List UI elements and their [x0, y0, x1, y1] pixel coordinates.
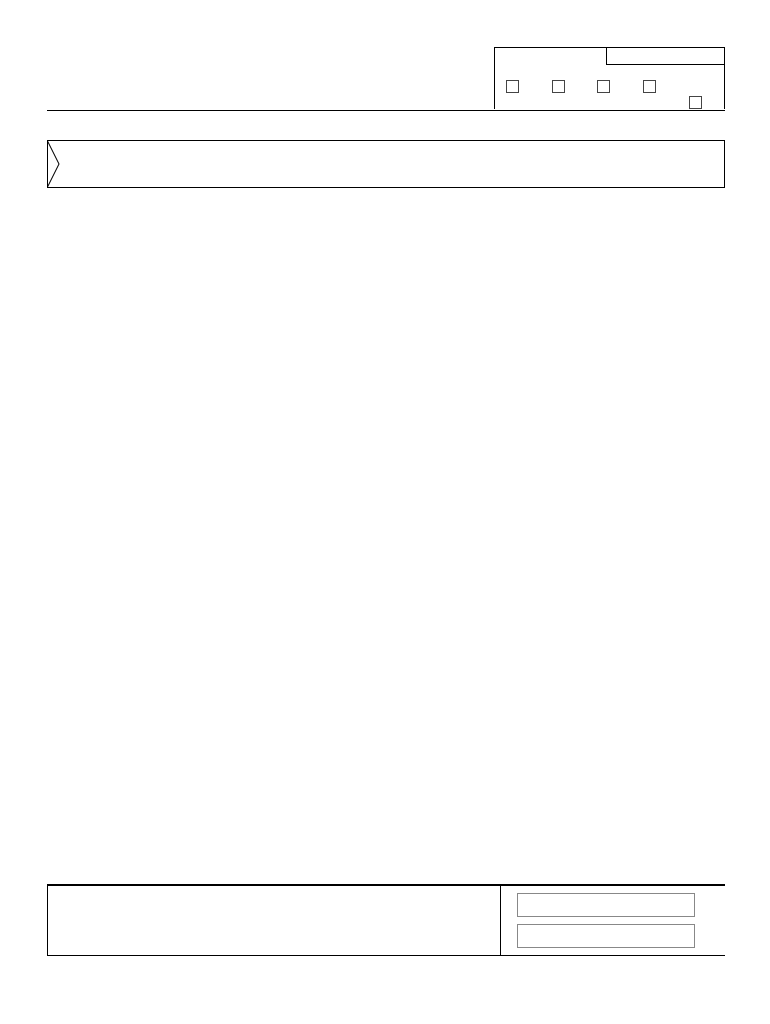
total-field[interactable] [517, 924, 695, 948]
page-box [606, 47, 725, 65]
divider [47, 884, 725, 886]
line-11b-checkbox[interactable] [552, 80, 565, 93]
subtotal-field[interactable] [517, 893, 695, 917]
line-11c-checkbox[interactable] [597, 80, 610, 93]
divider [47, 884, 48, 956]
committee-corner-mark [47, 140, 61, 188]
committee-box [47, 140, 725, 188]
divider [47, 110, 725, 111]
divider [47, 955, 725, 956]
line-11a-checkbox[interactable] [506, 80, 519, 93]
line-11d-checkbox[interactable] [643, 80, 656, 93]
divider [500, 884, 501, 956]
line-15-checkbox[interactable] [689, 96, 702, 109]
